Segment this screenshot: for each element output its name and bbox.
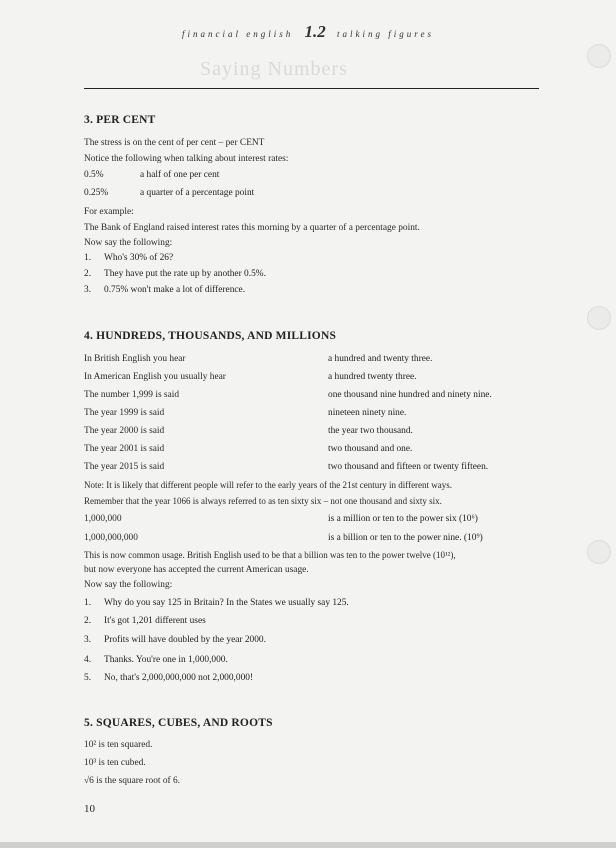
sec5-item-2: 10³ is ten cubed.	[84, 758, 146, 768]
sec4-item-1: Why do you say 125 in Britain? In the States we usually say 125.	[104, 598, 349, 608]
header-rule	[84, 88, 539, 89]
punch-hole	[587, 44, 611, 68]
sec4-item-1-num: 1.	[84, 598, 92, 608]
sec4-item-5-num: 5.	[84, 673, 92, 683]
sec3-term-1: 0.5%	[84, 170, 104, 180]
section-3-title: 3. PER CENT	[84, 114, 156, 126]
sec4-row-6-value: two thousand and one.	[328, 444, 413, 454]
sec4-note-2: Remember that the year 1066 is always referred to as ten sixty six – not one thousand and sixty six.	[84, 496, 442, 506]
sec3-example-label: For example:	[84, 207, 134, 217]
sec4-item-2: It's got 1,201 different uses	[104, 616, 206, 626]
sec4-row-3-value: one thousand nine hundred and ninety nine.	[328, 390, 492, 400]
sec4-big-2-value: is a billion or ten to the power nine. (10⁹)	[328, 533, 483, 543]
sec4-item-3: Profits will have doubled by the year 2000.	[104, 635, 266, 645]
sec4-row-1-label: In British English you hear	[84, 354, 186, 364]
sec3-line-1: The stress is on the cent of per cent – per CENT	[84, 138, 265, 148]
sec3-say: Now say the following:	[84, 238, 173, 248]
sec4-row-7-label: The year 2015 is said	[84, 462, 165, 472]
sec4-row-4-value: nineteen ninety nine.	[328, 408, 407, 418]
sec4-row-5-value: the year two thousand.	[328, 426, 413, 436]
sec4-row-2-value: a hundred twenty three.	[328, 372, 417, 382]
sec3-item-2-num: 2.	[84, 269, 92, 279]
section-5-title: 5. SQUARES, CUBES, AND ROOTS	[84, 717, 273, 729]
page-number: 10	[84, 803, 95, 815]
sec4-row-2-label: In American English you usually hear	[84, 372, 226, 382]
sec4-big-2-label: 1,000,000,000	[84, 533, 138, 543]
sec4-row-3-label: The number 1,999 is said	[84, 390, 180, 400]
header-number: 1.2	[304, 22, 326, 41]
sec4-row-7-value: two thousand and fifteen or twenty fifteen.	[328, 462, 489, 472]
sec4-row-1-value: a hundred and twenty three.	[328, 354, 433, 364]
ghost-title: Saying Numbers	[200, 58, 348, 80]
sec3-term-2-text: a quarter of a percentage point	[140, 188, 255, 198]
sec3-line-2: Notice the following when talking about interest rates:	[84, 154, 289, 164]
scan-edge	[0, 842, 616, 848]
sec4-row-5-label: The year 2000 is said	[84, 426, 165, 436]
sec4-item-4: Thanks. You're one in 1,000,000.	[104, 655, 228, 665]
header-left: financial english	[182, 29, 294, 39]
sec3-term-1-text: a half of one per cent	[140, 170, 220, 180]
sec3-item-3: 0.75% won't make a lot of difference.	[104, 285, 246, 295]
sec3-item-2: They have put the rate up by another 0.5%.	[104, 269, 266, 279]
sec4-big-1-value: is a million or ten to the power six (10⁶)	[328, 514, 478, 524]
sec5-item-3: √6 is the square root of 6.	[84, 776, 181, 786]
sec4-row-6-label: The year 2001 is said	[84, 444, 165, 454]
sec3-term-2: 0.25%	[84, 188, 109, 198]
sec3-item-1: Who's 30% of 26?	[104, 253, 174, 263]
header-right: talking figures	[337, 29, 434, 39]
sec3-example: The Bank of England raised interest rates this morning by a quarter of a percentage point.	[84, 223, 420, 233]
sec4-usage-1: This is now common usage. British English used to be that a billion was ten to the power twelve (10¹²),	[84, 550, 456, 560]
punch-hole	[587, 540, 611, 564]
sec4-say: Now say the following:	[84, 580, 173, 590]
punch-hole	[587, 306, 611, 330]
sec4-item-4-num: 4.	[84, 655, 92, 665]
sec3-item-3-num: 3.	[84, 285, 92, 295]
sec4-big-1-label: 1,000,000	[84, 514, 122, 524]
section-4-title: 4. HUNDREDS, THOUSANDS, AND MILLIONS	[84, 330, 337, 342]
sec4-row-4-label: The year 1999 is said	[84, 408, 165, 418]
sec4-usage-2: but now everyone has accepted the current American usage.	[84, 565, 309, 575]
page-header	[0, 22, 616, 42]
sec5-item-1: 10² is ten squared.	[84, 740, 153, 750]
sec4-item-3-num: 3.	[84, 635, 92, 645]
sec4-note-1: Note: It is likely that different people will refer to the early years of the 21st century in different ways.	[84, 480, 453, 490]
sec4-item-5: No, that's 2,000,000,000 not 2,000,000!	[104, 673, 254, 683]
sec3-item-1-num: 1.	[84, 253, 92, 263]
sec4-item-2-num: 2.	[84, 616, 92, 626]
